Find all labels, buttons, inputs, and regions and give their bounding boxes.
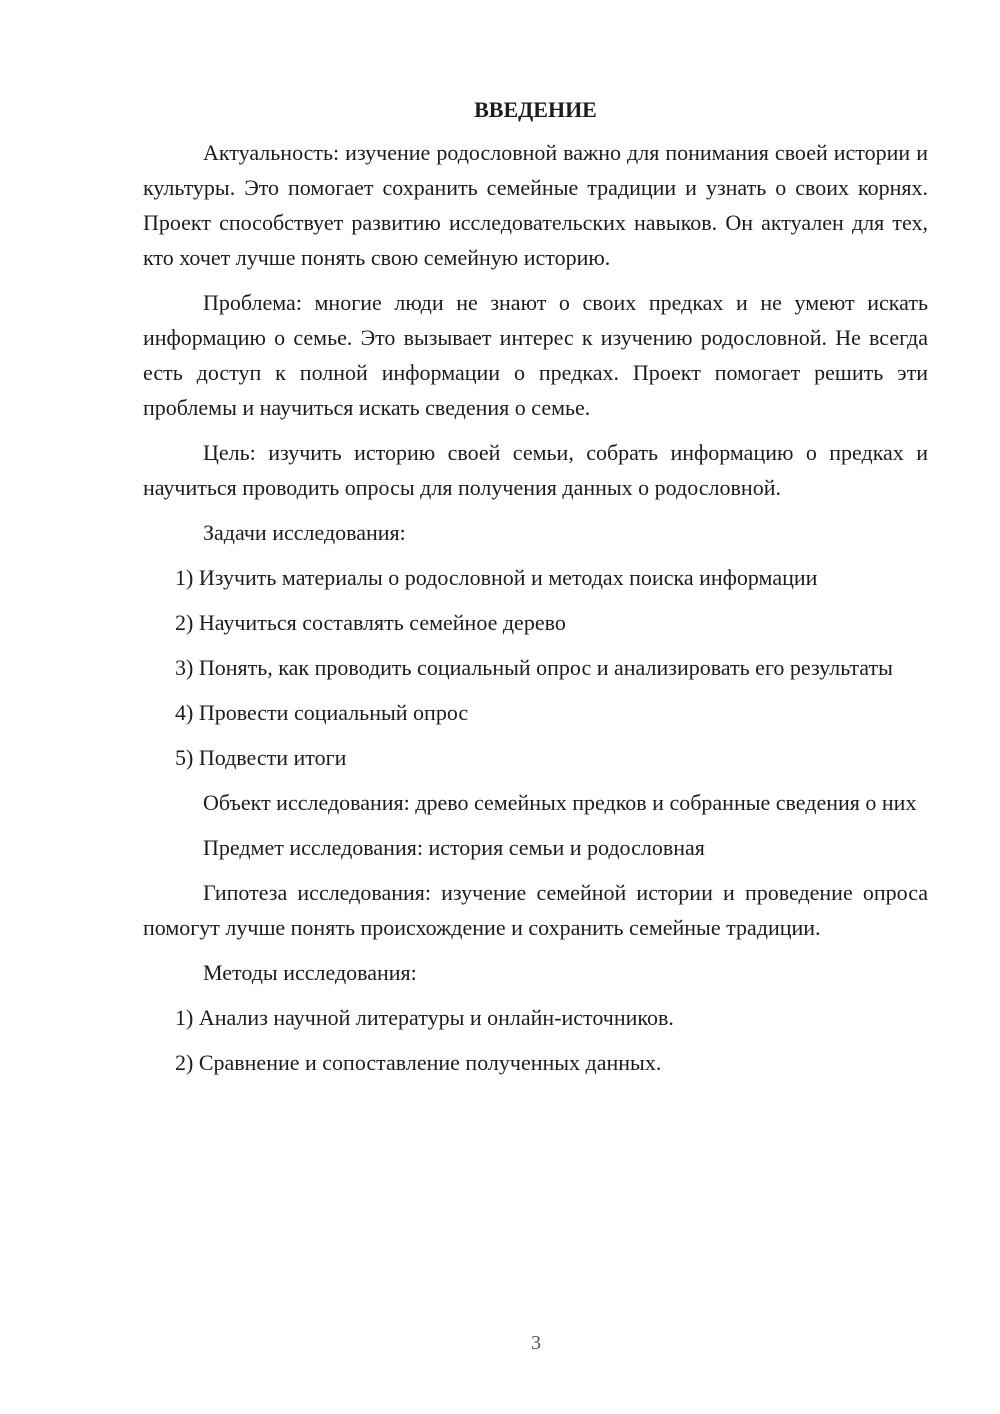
page-title: ВВЕДЕНИЕ [474,97,597,122]
task-item-4: 4) Провести социальный опрос [175,700,469,725]
method-item-1: 1) Анализ научной литературы и онлайн-источников. [175,1005,674,1030]
relevance-paragraph: Актуальность: изучение родословной важно для понимания своей истории и культуры. Это помогает сохранить семейные традиции и узнать о своих корнях. Проект способствует развитию исследовательских навыков. Он актуален для тех, кто хочет лучше понять свою семейную историю. [143,140,928,270]
subject-paragraph: Предмет исследования: история семьи и родословная [203,835,705,860]
task-item-1: 1) Изучить материалы о родословной и методах поиска информации [175,565,818,590]
task-item-3: 3) Понять, как проводить социальный опрос и анализировать его результаты [175,655,893,680]
method-item-2: 2) Сравнение и сопоставление полученных данных. [175,1050,662,1075]
tasks-heading: Задачи исследования: [203,520,406,545]
goal-paragraph: Цель: изучить историю своей семьи, собрать информацию о предках и научиться проводить опросы для получения данных о родословной. [143,440,928,500]
task-item-5: 5) Подвести итоги [175,745,347,770]
hypothesis-paragraph: Гипотеза исследования: изучение семейной истории и проведение опроса помогут лучше понять происхождение и сохранить семейные традиции. [143,880,928,940]
object-paragraph: Объект исследования: древо семейных предков и собранные сведения о них [203,790,917,815]
problem-paragraph: Проблема: многие люди не знают о своих предках и не умеют искать информацию о семье. Это вызывает интерес к изучению родословной. Не всегда есть доступ к полной информации о предках. Проект помогает решить эти проблемы и научиться искать сведения о семье. [143,290,928,420]
page-content [143,92,928,1090]
methods-heading: Методы исследования: [203,960,417,985]
page-number: 3 [531,1332,541,1354]
task-item-2: 2) Научиться составлять семейное дерево [175,610,566,635]
